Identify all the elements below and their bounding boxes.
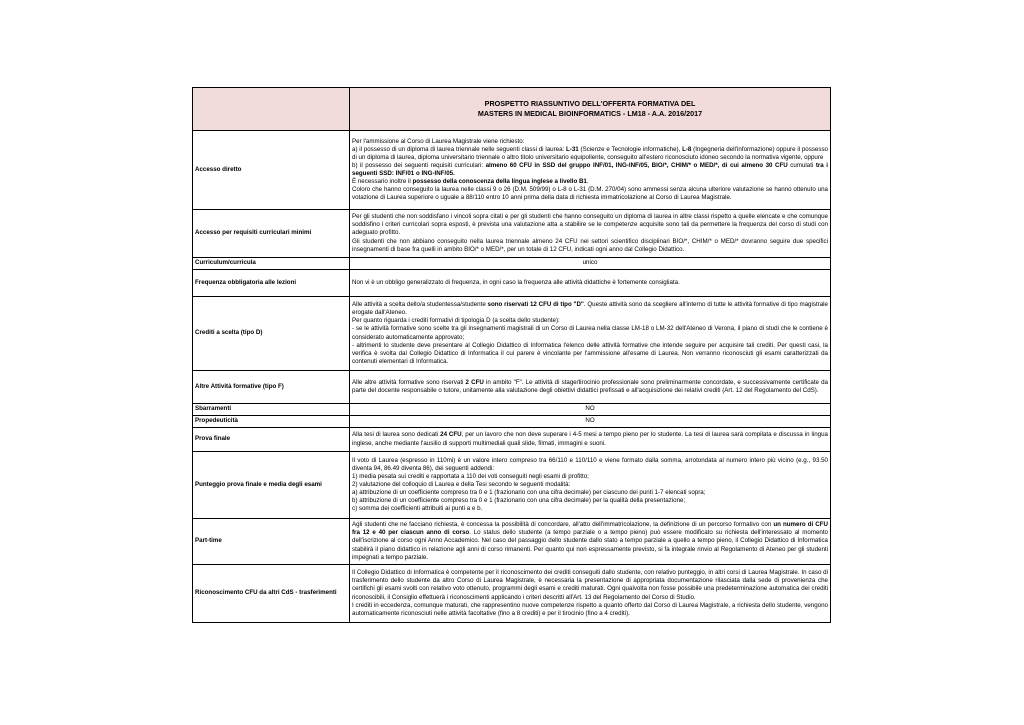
text-line: a) attribuzione di un coefficiente compreso tra 0 e 1 (frazionario con una cifra decimale) per ciascuno dei punti 1-7 elencati sopra; bbox=[352, 489, 706, 497]
text-line: Per l'ammissione al Corso di Laurea Magistrale viene richiesto: bbox=[352, 137, 525, 145]
text-bold: L-31 bbox=[566, 145, 579, 153]
title-line-1: PROSPETTO RIASSUNTIVO DELL'OFFERTA FORMATIVA DEL bbox=[484, 99, 696, 108]
row-label: Curriculum/curricula bbox=[193, 258, 350, 270]
row-content bbox=[350, 519, 831, 565]
row-content bbox=[350, 452, 831, 519]
text-span: cumulati bbox=[787, 161, 816, 169]
text-bold: sono riservati 12 CFU di tipo "D" bbox=[487, 301, 584, 309]
row-content bbox=[350, 297, 831, 371]
text-span: Alle attività a scelta dello/a studentessa/studente bbox=[352, 301, 488, 309]
text-line: I crediti in eccedenza, comunque maturati, che rappresentino nuove competenze rispetto a quanto offerto dal Corso di Laurea Magistrale, a richiesta dello studente, vengono automaticamente riconosciuti nelle attività facoltative (fino a 8 crediti) e per il tirocinio (fino a 4 crediti). bbox=[352, 601, 828, 617]
row-label: Prova finale bbox=[193, 428, 350, 452]
row-label: Frequenza obbligatoria alle lezioni bbox=[193, 270, 350, 297]
table-row bbox=[193, 416, 831, 428]
text-span: È necessario inoltre il bbox=[352, 178, 413, 186]
text-span: Alle altre attività formative sono riservati bbox=[352, 378, 466, 386]
text-line bbox=[352, 178, 828, 186]
table-row bbox=[193, 565, 831, 623]
row-label: Punteggio prova finale e media degli esami bbox=[193, 452, 350, 519]
text-line: Gli studenti che non abbiano conseguito nella laurea triennale almeno 24 CFU nei settori scientifico disciplinari BIO/*, CHIM/* o MED/* dovranno seguire due specifici insegnamenti di base fra quelli in ambito BIO/* o MED/*, per un totale di 12 CFU, indicati ogni anno dal Collegio Didattico. bbox=[352, 237, 828, 253]
text-line: 2) valutazione del colloquio di Laurea e della Tesi secondo le seguenti modalità: bbox=[352, 480, 571, 488]
text-bold: L-8 bbox=[682, 145, 692, 153]
text-line: Il Collegio Didattico di Informatica è competente per il riconoscimento dei crediti conseguiti dallo studente, con relativo punteggio, in altri corsi di Laurea Magistrale. In caso di trasferimento dello studente da altro Corso di Laurea Magistrale, è necessaria la presentazione di appropriata documentazione rilasciata dalla sede di provenienza che certifichi gli esami svolti con relativo voto ottenuto, programmi degli esami e crediti maturati. Ogni qualvolta non fosse possibile una predeterminazione automatica dei crediti riconoscibili, il Consiglio effettuerà i riconoscimenti applicando i criteri descritti all'Art. 13 del Regolamento del Corso di Studio. bbox=[352, 569, 828, 601]
row-content bbox=[350, 371, 831, 404]
row-content bbox=[350, 565, 831, 623]
row-content bbox=[350, 210, 831, 258]
text-line: b) attribuzione di un coefficiente compreso tra 0 e 1 (frazionario con una cifra decimale) per la qualità della presentazione; bbox=[352, 497, 686, 505]
text-span: . Lo status dello studente (a tempo parziale o a tempo pieno) può essere modificato su richiesta dell'interessato al momento dell'iscrizione al corso ogni Anno Accademico. Nel caso del passaggio dello studente dallo stato a tempo parziale a quello a tempo pieno, il Collegio Didattico di Informatica stabilirà il piano didattico in relazione agli anni di corso rimanenti. Per quanto qui non espressamente previsto, si fa integrale rinvio al Regolamento di Ateneo per gli studenti impegnati a tempo parziale. bbox=[352, 529, 828, 561]
text-line: Per gli studenti che non soddisfano i vincoli sopra citati e per gli studenti che hanno conseguito un diploma di laurea in altre classi rispetto a quelle elencate e che comunque soddisfino i criteri curricolari sopra esposti, è prevista una valutazione atta a stabilire se le competenze acquisite sono tali da permettere la frequenza del corso di studi con adeguato profitto. bbox=[352, 213, 828, 237]
row-content: unico bbox=[350, 258, 831, 270]
text-bold: 2 CFU bbox=[465, 378, 484, 386]
text-span: in ambito "F". Le attività di stage/tirocinio professionale sono preliminarmente concordate, e successivamente certificate da parte del docente responsabile o tutore, unitamente alla valutazione degli obiettivi didattici prefissati e all'acquisizione dei relativi crediti (Art. 12 del Regolamento del CdS). bbox=[352, 378, 828, 394]
text-bold: un numero di CFU fra 12 e 40 per ciascun anno di corso bbox=[352, 521, 828, 537]
text-span: Agli studenti che ne facciano richiesta, è concessa la possibilità di concordare, all'atto dell'immatricolazione, la definizione di un percorso formativo con bbox=[352, 521, 774, 529]
page-title bbox=[350, 88, 831, 131]
text-span: , per un lavoro che non deve superare i 4-5 mesi a tempo pieno per lo studente. La tesi di laurea sarà compilata e discussa in lingua inglese, anche mediante l'ausilio di supporti multimediali quali slide, filmati, immagini e suoni. bbox=[352, 431, 828, 447]
table-header-row bbox=[193, 88, 831, 131]
table-row bbox=[193, 270, 831, 297]
table-row bbox=[193, 371, 831, 404]
text-line: - altrimenti lo studente deve presentare al Collegio Didattico di Informatica l'elenco delle attività formative che intende seguire per acquisire tali crediti. Per questi casi, la verifica è svolta dal Collegio Didattico di Informatica il cui parere è vincolante per l'ammissione all'esame di Laurea. Non verranno riconosciuti gli esami caratterizzati da contenuti elementari di Informatica. bbox=[352, 341, 828, 365]
text-line: 1) media pesata sui crediti e rapportata a 110 dei voti conseguiti negli esami di profitto; bbox=[352, 472, 589, 480]
text-line bbox=[352, 379, 828, 395]
row-content: NO bbox=[350, 404, 831, 416]
text-line: Il voto di Laurea (espresso in 110mi) è un valore intero compreso tra 66/110 e 110/110 e viene formato dalla somma, arrotondata al numero intero più vicino (e.g., 93.50 diventa 94, 86.49 diventa 86), dei seguenti addendi: bbox=[352, 456, 828, 472]
text-span: a) il possesso di un diploma di laurea triennale nelle seguenti classi di laurea: bbox=[352, 145, 567, 153]
title-line-2: MASTERS IN MEDICAL BIOINFORMATICS - LM18 - A.A. 2016/2017 bbox=[477, 109, 703, 118]
text-line: c) somma dei coefficienti attribuiti ai punti a e b. bbox=[352, 505, 483, 513]
text-line bbox=[352, 146, 828, 162]
table-row bbox=[193, 404, 831, 416]
text-span: . Queste attività sono da scegliere all'interno di tutte le attività formative di tipo magistrale erogate dall'Ateneo. bbox=[352, 301, 828, 317]
row-label: Propedeuticità bbox=[193, 416, 350, 428]
text-line bbox=[352, 162, 828, 178]
table-row bbox=[193, 519, 831, 565]
table-row bbox=[193, 131, 831, 210]
row-content bbox=[350, 131, 831, 210]
text-span: Alla tesi di laurea sono dedicati bbox=[352, 431, 441, 439]
text-span: . bbox=[586, 178, 589, 186]
row-label: Altre Attività formative (tipo F) bbox=[193, 371, 350, 404]
row-label: Accesso per requisiti curriculari minimi bbox=[193, 210, 350, 258]
text-span: b) il possesso dei seguenti requisiti curriculari: bbox=[352, 161, 486, 169]
row-label: Accesso diretto bbox=[193, 131, 350, 210]
text-line: Per quanto riguarda i crediti formativi di tipologia D (a scelta dello studente): bbox=[352, 317, 560, 325]
text-bold: almeno 60 CFU in SSD del gruppo INF/01, ING-INF/05, BIO/*, CHIM/* o MED/*, di cui almeno 30 CFU bbox=[485, 161, 788, 169]
course-summary-table bbox=[192, 87, 831, 623]
header-empty-cell bbox=[193, 88, 350, 131]
text-bold: possesso della conoscenza della lingua inglese a livello B1 bbox=[412, 178, 587, 186]
table-row bbox=[193, 452, 831, 519]
row-label: Part-time bbox=[193, 519, 350, 565]
text-line: Coloro che hanno conseguito la laurea nelle classi 9 o 26 (D.M. 509/99) o L-8 o L-31 (D.M. 270/04) sono ammessi senza alcuna ulteriore valutazione se hanno ottenuto una votazione di Laurea superiore o uguale a 88/110 entro 10 anni prima della data di richiesta immatricolazione al Corso di Laurea Magistrale. bbox=[352, 186, 828, 202]
row-content: Non vi è un obbligo generalizzato di frequenza, in ogni caso la frequenza alle attività didattiche è fortemente consigliata. bbox=[350, 270, 831, 297]
text-line: - se le attività formative sono scelte tra gli insegnamenti magistrali di un Corso di Laurea nella classe LM-18 o LM-32 dell'Ateneo di Verona, il piano di studi che le contiene è considerato automaticamente approvato; bbox=[352, 325, 828, 341]
table-row bbox=[193, 297, 831, 371]
text-line bbox=[352, 521, 828, 561]
text-bold: 24 CFU bbox=[440, 431, 462, 439]
text-span: (Scienze e Tecnologie informatiche), bbox=[578, 145, 683, 153]
text-span: (Ingegneria dell'informazione) oppure il possesso di un diploma di laurea, diploma universitario triennale o altro titolo universitario equipollente, conseguito all'estero riconosciuto idoneo secondo la normativa vigente, oppure bbox=[352, 145, 829, 161]
table-row bbox=[193, 258, 831, 270]
text-bold: tra i seguenti SSD: INF/01 o ING-INF/05. bbox=[352, 161, 828, 177]
row-content: NO bbox=[350, 416, 831, 428]
row-content bbox=[350, 428, 831, 452]
table-row bbox=[193, 210, 831, 258]
row-label: Riconoscimento CFU da altri CdS - trasferimenti bbox=[193, 565, 350, 623]
text-line bbox=[352, 301, 828, 317]
row-label: Crediti a scelta (tipo D) bbox=[193, 297, 350, 371]
row-label: Sbarramenti bbox=[193, 404, 350, 416]
text-line bbox=[352, 431, 828, 447]
table-row bbox=[193, 428, 831, 452]
